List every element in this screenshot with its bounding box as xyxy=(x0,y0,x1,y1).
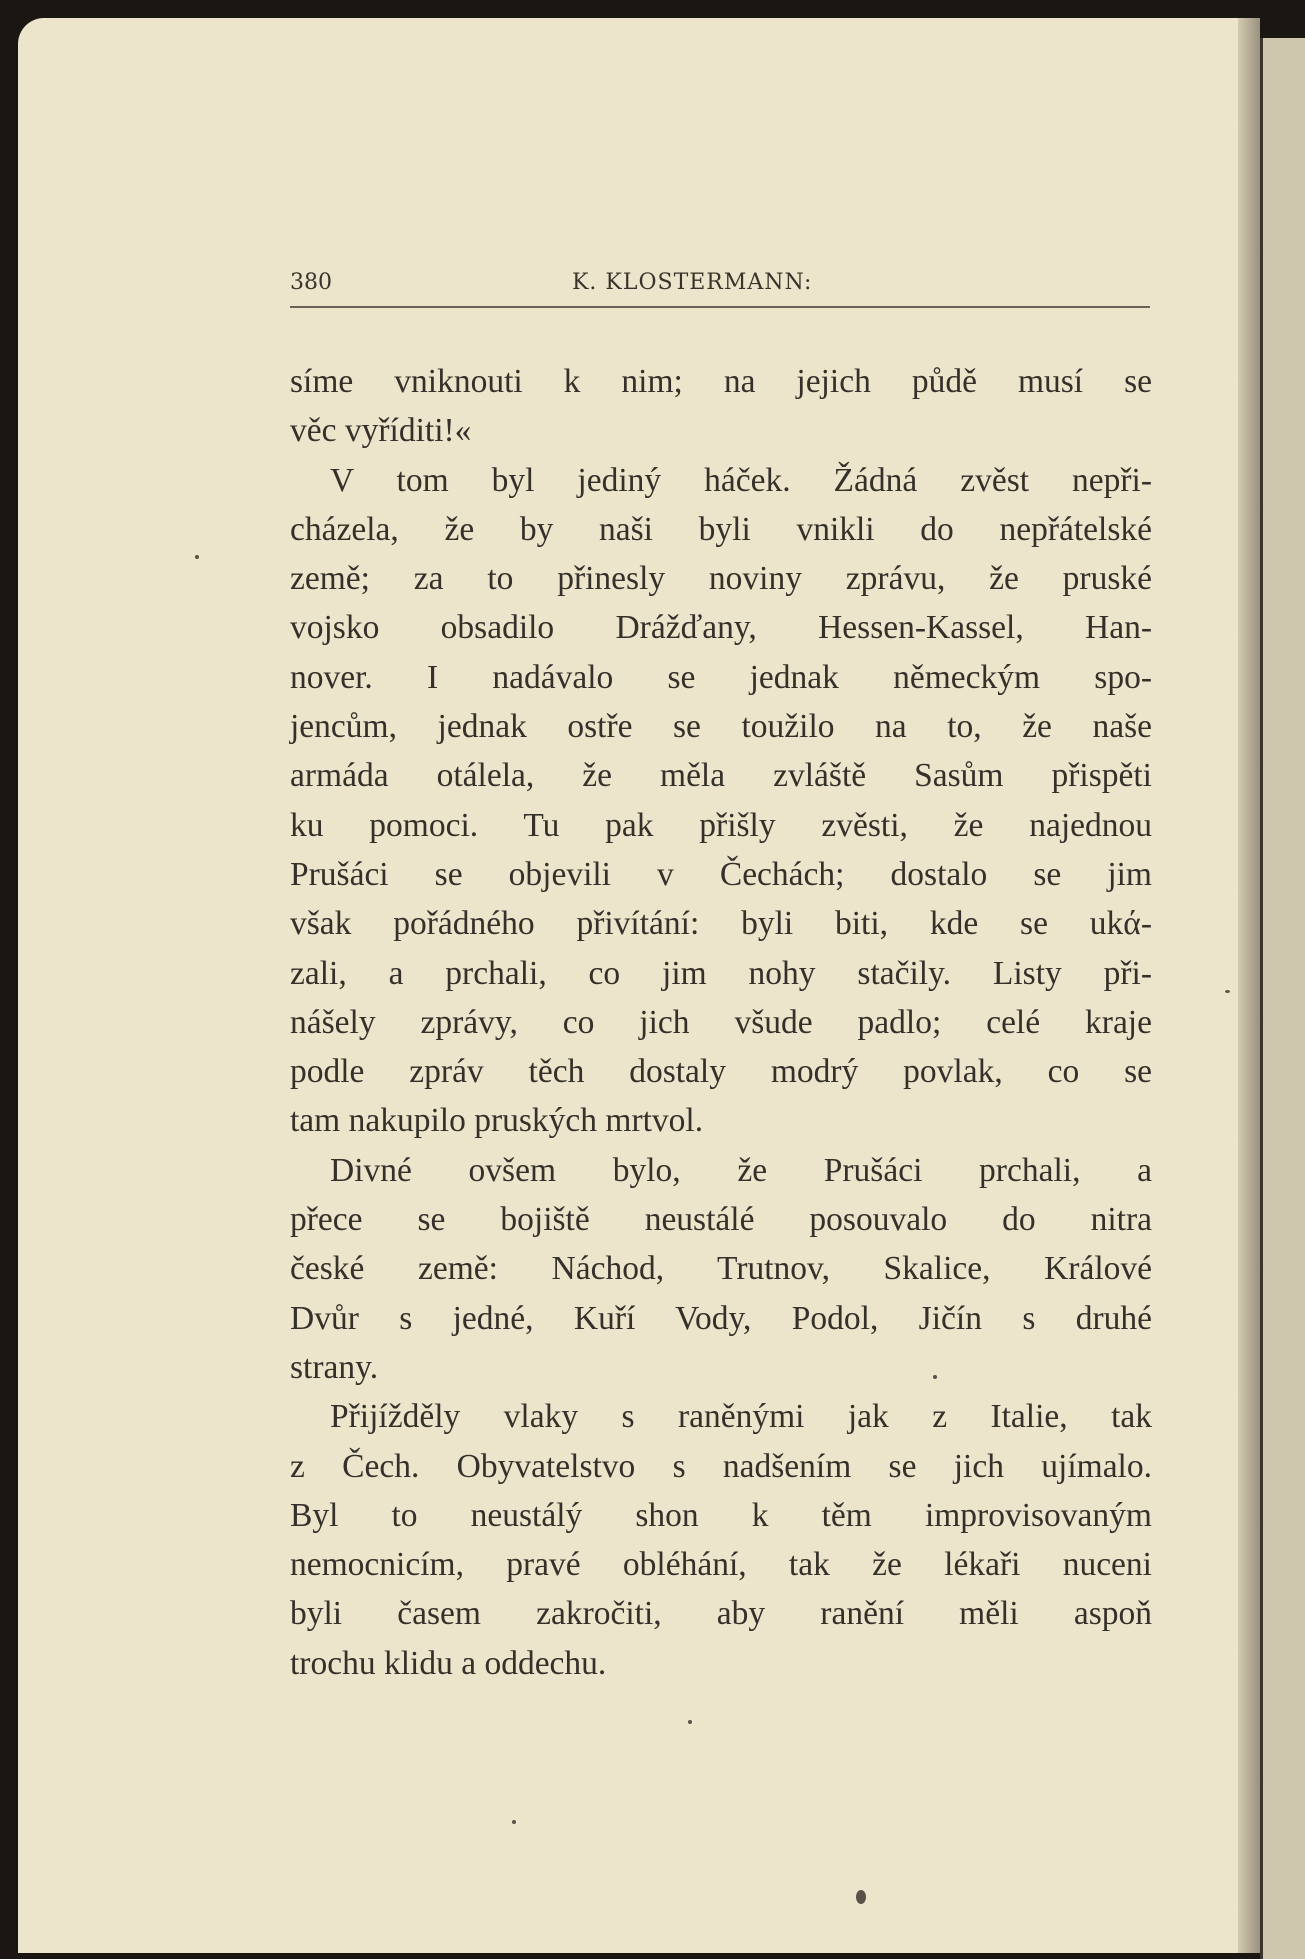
text-line: věc vyříditi!« xyxy=(290,412,472,450)
text-line: přece se bojiště neustálé posouvalo do nitra xyxy=(290,1201,1152,1239)
print-speck xyxy=(1225,990,1230,993)
text-line: jencům, jednak ostře se toužilo na to, že naše xyxy=(290,708,1152,746)
text-line: armáda otálela, že měla zvláště Sasům přispěti xyxy=(290,757,1152,795)
ink-blot xyxy=(856,1890,866,1904)
text-line: nášely zprávy, co jich všude padlo; celé kraje xyxy=(290,1003,1152,1041)
body-text xyxy=(290,357,1152,1688)
text-line: V tom byl jediný háček. Žádná zvěst nepři- xyxy=(330,461,1152,499)
print-speck xyxy=(933,1375,937,1379)
text-line: cházela, že by naši byli vnikli do nepřátelské xyxy=(290,510,1152,548)
text-line: Dvůr s jedné, Kuří Vody, Podol, Jičín s druhé xyxy=(290,1299,1152,1337)
text-line: české země: Náchod, Trutnov, Skalice, Králové xyxy=(290,1250,1152,1288)
text-line: strany. xyxy=(290,1348,379,1386)
text-line: Divné ovšem bylo, že Prušáci prchali, a xyxy=(330,1151,1152,1189)
text-line: Byl to neustálý shon k těm improvisovaným xyxy=(290,1496,1152,1534)
print-speck xyxy=(688,1720,692,1724)
text-line: tam nakupilo pruských mrtvol. xyxy=(290,1102,704,1140)
text-line: však pořádného přivítání: byli biti, kde se ukά- xyxy=(290,905,1152,943)
text-line: zali, a prchali, co jim nohy stačily. Listy při- xyxy=(290,954,1152,992)
text-line: Přijížděly vlaky s raněnými jak z Italie, tak xyxy=(330,1398,1152,1436)
page-header xyxy=(290,270,1150,310)
text-line: Prušáci se objevili v Čechách; dostalo se jim xyxy=(290,855,1152,893)
text-line: nemocnicím, pravé obléhání, tak že lékaři nuceni xyxy=(290,1546,1152,1584)
page-gutter-shadow xyxy=(1238,18,1260,1953)
text-line: z Čech. Obyvatelstvo s nadšením se jich ujímalo. xyxy=(290,1447,1152,1485)
text-line: podle zpráv těch dostaly modrý povlak, co se xyxy=(290,1053,1152,1091)
text-line: nover. I nadávalo se jednak německým spo- xyxy=(290,658,1152,696)
text-line: byli časem zakročiti, aby ranění měli aspoň xyxy=(290,1595,1152,1633)
text-line: trochu klidu a oddechu. xyxy=(290,1644,607,1682)
text-line: země; za to přinesly noviny zprávu, že pruské xyxy=(290,560,1152,598)
running-head: K. KLOSTERMANN: xyxy=(572,270,813,295)
text-line: vojsko obsadilo Drážďany, Hessen-Kassel, Han- xyxy=(290,609,1152,647)
page-number: 380 xyxy=(290,270,332,295)
text-line: síme vniknouti k nim; na jejich půdě musí se xyxy=(290,363,1152,400)
text-line: ku pomoci. Tu pak přišly zvěsti, že najednou xyxy=(290,806,1152,844)
print-speck xyxy=(195,555,199,559)
header-rule xyxy=(290,306,1150,308)
adjacent-page-edge xyxy=(1260,38,1305,1959)
print-speck xyxy=(512,1820,516,1824)
